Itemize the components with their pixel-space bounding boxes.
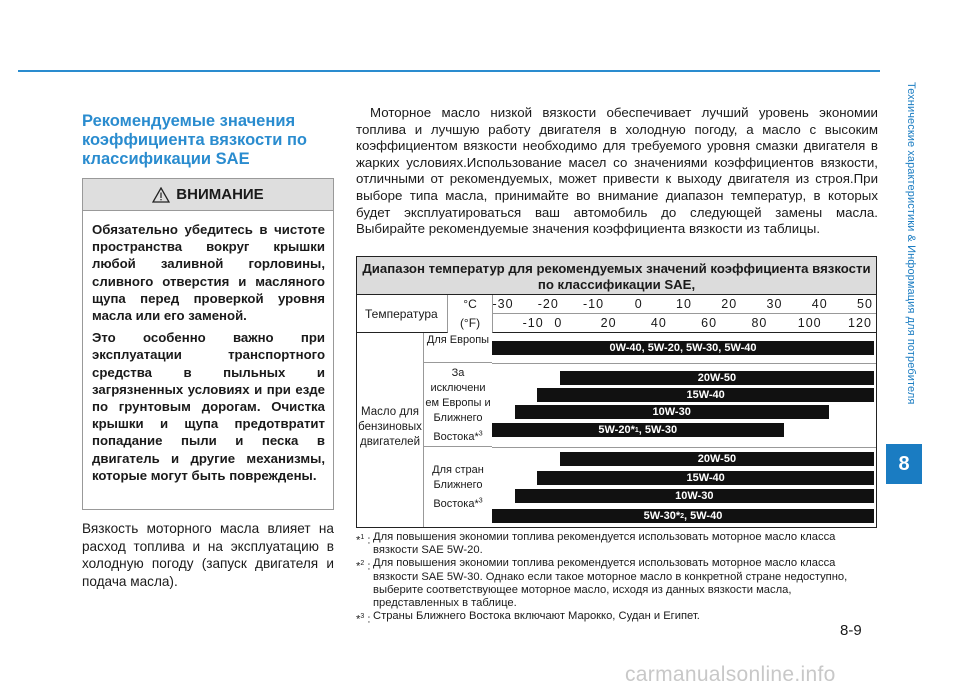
row-divider [492, 363, 876, 364]
fahrenheit-tick: 20 [600, 316, 617, 330]
viscosity-table [356, 256, 877, 528]
fahrenheit-tick: 120 [848, 316, 872, 330]
fahrenheit-tick: 80 [751, 316, 768, 330]
celsius-tick: -30 [492, 297, 514, 311]
region-non-europe: За исключени ем Европы и Ближнего Востока*$^3$ [424, 363, 492, 447]
footnotes [356, 531, 878, 626]
footnote-text: Для повышения экономии топлива рекомендуется использовать моторное масло класса вязкости SAE 5W-30. Однако если такое моторное масло в конкретной стране недоступно, выберите соответствующее моторное масло, исходя из данных вязкости масла, представленных в таблице. [373, 557, 848, 610]
warning-header [83, 179, 333, 211]
fahrenheit-tick: 40 [650, 316, 667, 330]
viscosity-bar: 15W-40 [537, 388, 874, 402]
row-divider [492, 447, 876, 448]
footnote-text: Для повышения экономии топлива рекомендуется использовать моторное масло класса вязкости SAE 5W-20. [373, 531, 836, 557]
footnote-mark: *$^1$ : [356, 534, 371, 547]
celsius-tick: 20 [721, 297, 738, 311]
viscosity-bar: 10W-30 [515, 489, 874, 503]
table-title: Диапазон температур для рекомендуемых значений коэффициента вязкости по классификации SAE, [357, 257, 876, 295]
viscosity-bar: 5W-20* 1 , 5W-30 [492, 423, 784, 437]
unit-celsius: °C [463, 297, 477, 311]
unit-fahrenheit: (°F) [459, 316, 481, 330]
fahrenheit-tick: -10 [522, 316, 544, 330]
fahrenheit-tick: 100 [797, 316, 822, 330]
header-rule [18, 70, 880, 72]
footnote-mark: *$^3$ : [356, 613, 371, 626]
warning-triangle-icon [152, 187, 170, 203]
celsius-tick: 0 [634, 297, 643, 311]
chapter-tab[interactable]: 8 [886, 444, 922, 484]
footnote [356, 610, 878, 626]
section-title: Рекомендуемые значения коэффициента вязкости по классификации SAE [82, 112, 307, 168]
page-number: 8-9 [840, 622, 862, 639]
celsius-tick: -20 [537, 297, 559, 311]
viscosity-note: Вязкость моторного масла влияет на расход топлива и на эксплуатацию в холодную погоду (запуск двигателя и подача масла). [82, 521, 334, 589]
region-europe: Для Европы [424, 333, 492, 363]
fahrenheit-tick: 0 [554, 316, 563, 330]
celsius-tick: 50 [857, 297, 873, 311]
celsius-tick: 40 [811, 297, 828, 311]
footnote-text: Страны Ближнего Востока включают Марокко, Судан и Египет. [373, 610, 700, 623]
region-middle-east: Для стран Ближнего Востока*$^3$ [432, 464, 484, 510]
fahrenheit-scale [492, 314, 876, 333]
footnote [356, 531, 878, 557]
footnote-mark: *$^2$ : [356, 560, 371, 574]
warning-paragraph: Обязательно убедитесь в чистоте пространства вокруг крышки любой заливной горловины, сливного отверстия и масляного щупа перед проверкой уровня масла или его заменой. [92, 222, 325, 324]
warning-title: ВНИМАНИЕ [176, 186, 264, 203]
engine-type-label: Масло для бензиновых двигателей [357, 333, 424, 527]
viscosity-bar: 20W-50 [560, 452, 874, 466]
celsius-tick: 10 [676, 297, 692, 311]
celsius-tick: 30 [766, 297, 783, 311]
chapter-side-title: Технические характеристики & Информация для потребителя [905, 82, 917, 405]
viscosity-bar: 20W-50 [560, 371, 874, 385]
viscosity-bar: 15W-40 [537, 471, 874, 485]
celsius-tick: -10 [582, 297, 605, 311]
watermark: carmanualsonline.info [625, 663, 836, 686]
warning-body [83, 211, 333, 484]
celsius-scale [492, 295, 876, 314]
viscosity-bar: 5W-30* 2 , 5W-40 [492, 509, 874, 523]
footnote [356, 557, 878, 610]
temperature-label: Температура [357, 295, 448, 333]
viscosity-bar: 0W-40, 5W-20, 5W-30, 5W-40 [492, 341, 874, 355]
oil-intro-paragraph: Моторное масло низкой вязкости обеспечивает лучший уровень экономии топлива и лучшую работу двигателя в холодную погоду, а масло с высоким коэффициентом вязкости необходимо для требуемого уровня смазки двигателя в жарких условиях.Использование масел со значениями коэффициентов вязкости, отличными от рекомендуемых, может привести к выходу двигателя из строя.При выборе типа масла, принимайте во внимание диапазон температур, в которых будет эксплуатироваться ваш автомобиль до следующей замены масла. Выбирайте рекомендуемые значения коэффициента вязкости из таблицы. [356, 105, 878, 237]
viscosity-bar: 10W-30 [515, 405, 829, 419]
fahrenheit-tick: 60 [701, 316, 718, 330]
warning-paragraph: Это особенно важно при эксплуатации транспортного средства в пыльных и загрязненных условиях и при езде по грунтовым дорогам. Очистка крышки и щупа предотвратит попадание пыли и песка в двигатель и другие механизмы, которые могут быть повреждены. [92, 330, 325, 483]
warning-box [82, 178, 334, 510]
